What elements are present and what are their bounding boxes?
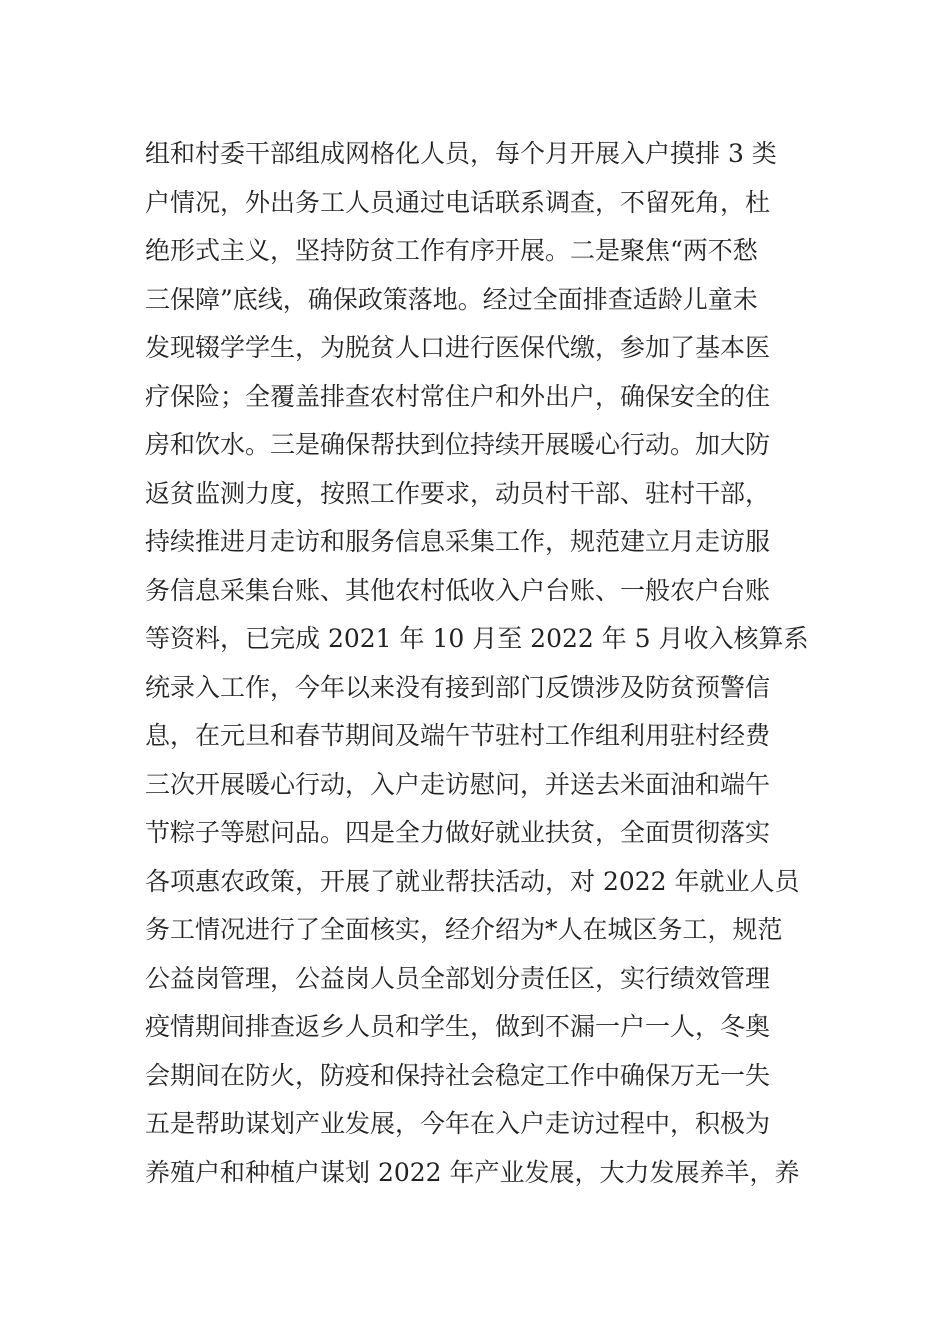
text-line: 养殖户和种植户谋划 2022 年产业发展，大力发展养羊，养 [145,1157,800,1187]
body-paragraph [145,130,810,1197]
text-line: 发现辍学学生，为脱贫人口进行医保代缴，参加了基本医 [145,333,771,362]
text-line: 节粽子等慰问品。四是全力做好就业扶贫，全面贯彻落实 [145,818,771,847]
text-line: 户情况，外出务工人员通过电话联系调查，不留死角，杜 [145,187,771,217]
text-line: 三保障”底线，确保政策落地。经过全面排查适龄儿童未 [145,284,758,314]
text-line: 持续推进月走访和服务信息采集工作，规范建立月走访服 [145,527,771,556]
text-line: 务信息采集台账、其他农村低收入户台账、一般农户台账 [145,575,771,605]
text-line: 等资料，已完成 2021 年 10 月至 2022 年 5 月收入核算系 [145,624,809,653]
text-line: 房和饮水。三是确保帮扶到位持续开展暖心行动。加大防 [145,430,771,459]
text-line: 组和村委干部组成网格化人员，每个月开展入户摸排 3 类 [145,139,777,168]
text-line: 疗保险；全覆盖排查农村常住户和外出户，确保安全的住 [145,381,771,411]
text-line: 返贫监测力度，按照工作要求，动员村干部、驻村干部， [145,478,771,508]
text-line: 会期间在防火，防疫和保持社会稳定工作中确保万无一失 [145,1060,771,1090]
text-line: 五是帮助谋划产业发展，今年在入户走访过程中，积极为 [145,1109,771,1138]
text-line: 公益岗管理，公益岗人员全部划分责任区，实行绩效管理 [145,963,771,993]
text-line: 统录入工作，今年以来没有接到部门反馈涉及防贫预警信 [145,672,771,702]
text-line: 疫情期间排查返乡人员和学生，做到不漏一户一人，冬奥 [145,1012,771,1041]
text-line: 息，在元旦和春节期间及端午节驻村工作组利用驻村经费 [145,721,771,750]
text-line: 各项惠农政策，开展了就业帮扶活动，对 2022 年就业人员 [145,866,800,896]
text-line: 务工情况进行了全面核实，经介绍为*人在城区务工，规范 [145,915,783,944]
text-line: 绝形式主义，坚持防贫工作有序开展。二是聚焦“两不愁 [145,236,758,265]
text-line: 三次开展暖心行动，入户走访慰问，并送去米面油和端午 [145,769,771,799]
